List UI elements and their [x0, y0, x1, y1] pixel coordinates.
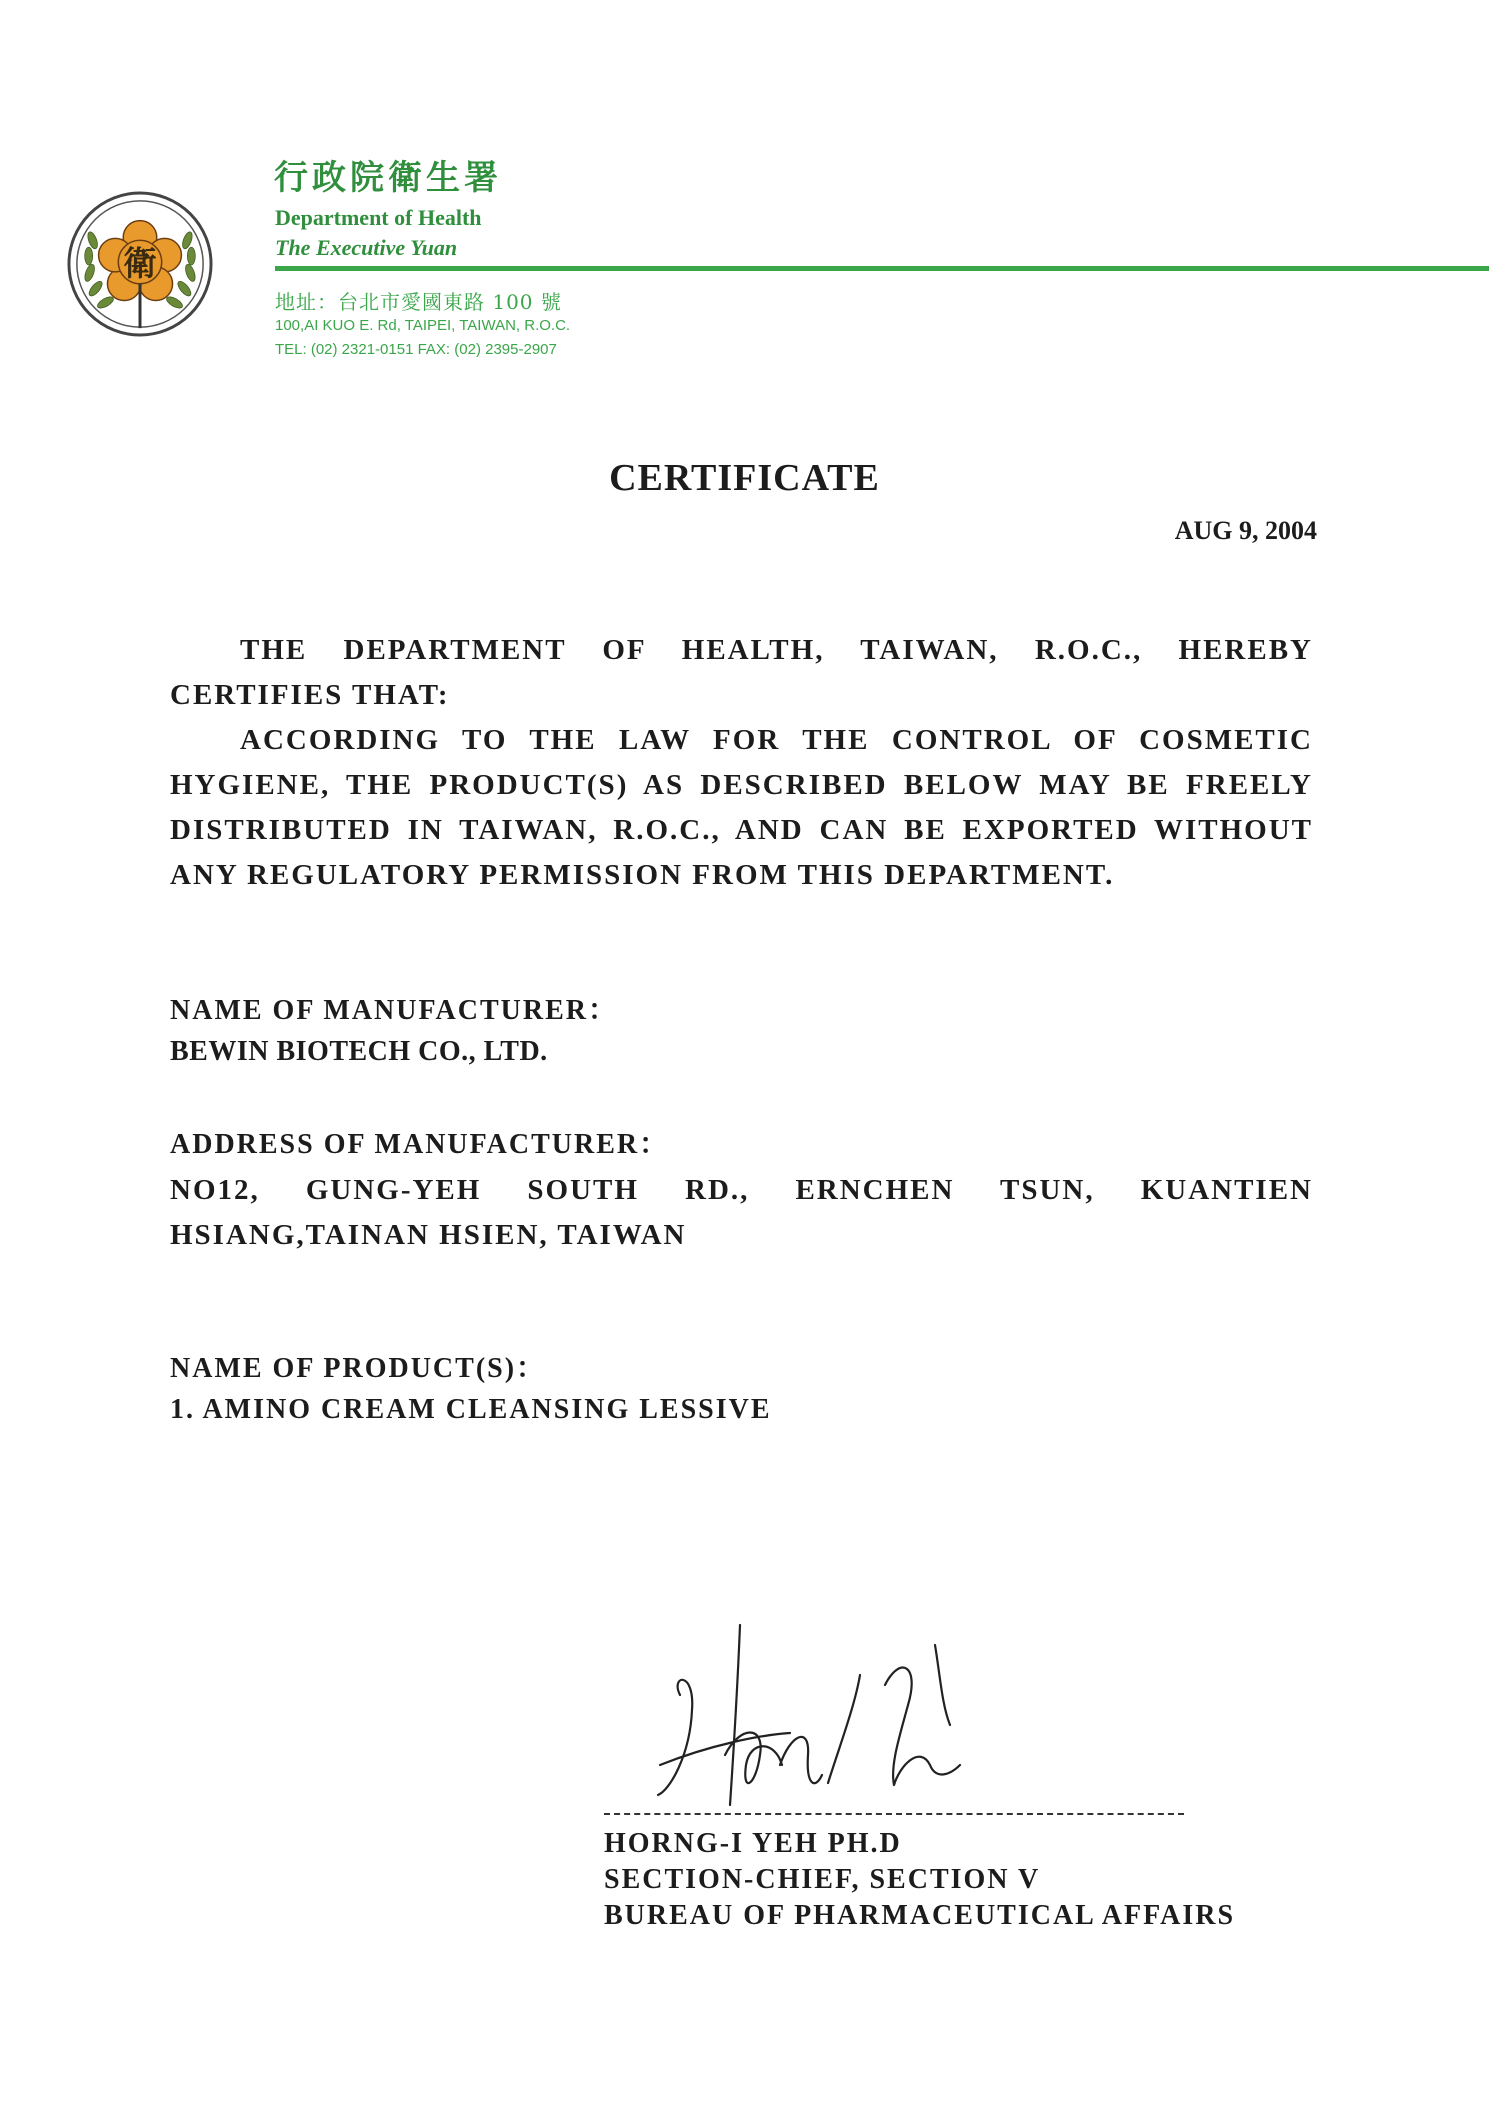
document-date: AUG 9, 2004 [1174, 516, 1317, 545]
certification-statement: THE DEPARTMENT OF HEALTH, TAIWAN, R.O.C., HEREBY CERTIFIES THAT: [170, 634, 1313, 711]
handwritten-signature [650, 1615, 1010, 1815]
address-label: ADDRESS OF MANUFACTURER： [170, 1129, 670, 1160]
product-label: NAME OF PRODUCT(S)： [170, 1353, 547, 1384]
seal-character: 衛 [123, 243, 157, 283]
document-title: CERTIFICATE [609, 457, 880, 499]
signatory-bureau: BUREAU OF PHARMACEUTICAL AFFAIRS [604, 1900, 1236, 1931]
org-subtitle: The Executive Yuan [275, 235, 458, 260]
signatory-name: HORNG-I YEH PH.D [604, 1828, 902, 1859]
manufacturer-label: NAME OF MANUFACTURER： [170, 995, 618, 1026]
product-item: 1. AMINO CREAM CLEANSING LESSIVE [170, 1394, 772, 1425]
manufacturer-address: NO12, GUNG-YEH SOUTH RD., ERNCHEN TSUN, KUANTIEN HSIANG,TAINAN HSIEN, TAIWAN [170, 1174, 1313, 1251]
address-english: 100,AI KUO E. Rd, TAIPEI, TAIWAN, R.O.C. [275, 317, 571, 334]
manufacturer-name: BEWIN BIOTECH CO., LTD. [170, 1036, 548, 1067]
signatory-title: SECTION-CHIEF, SECTION V [604, 1864, 1041, 1895]
address-chinese: 地址：台北市愛國東路 100 號 [275, 290, 562, 314]
regulation-statement: ACCORDING TO THE LAW FOR THE CONTROL OF COSMETIC HYGIENE, THE PRODUCT(S) AS DESCRIBED BELOW MAY BE FREELY DISTRIBUTED IN TAIWAN, R.O.C., AND CAN BE EXPORTED WITHOUT ANY REGULATORY PERMISSION FROM THIS DEPARTMENT. [170, 724, 1313, 891]
org-name-english: Department of Health [275, 205, 482, 230]
department-of-health-seal-icon [66, 190, 214, 338]
letterhead-divider [275, 266, 1489, 271]
signature-line [604, 1813, 1184, 1815]
org-name-chinese: 行政院衛生署 [274, 158, 502, 198]
telephone-fax: TEL: (02) 2321-0151 FAX: (02) 2395-2907 [275, 341, 557, 358]
